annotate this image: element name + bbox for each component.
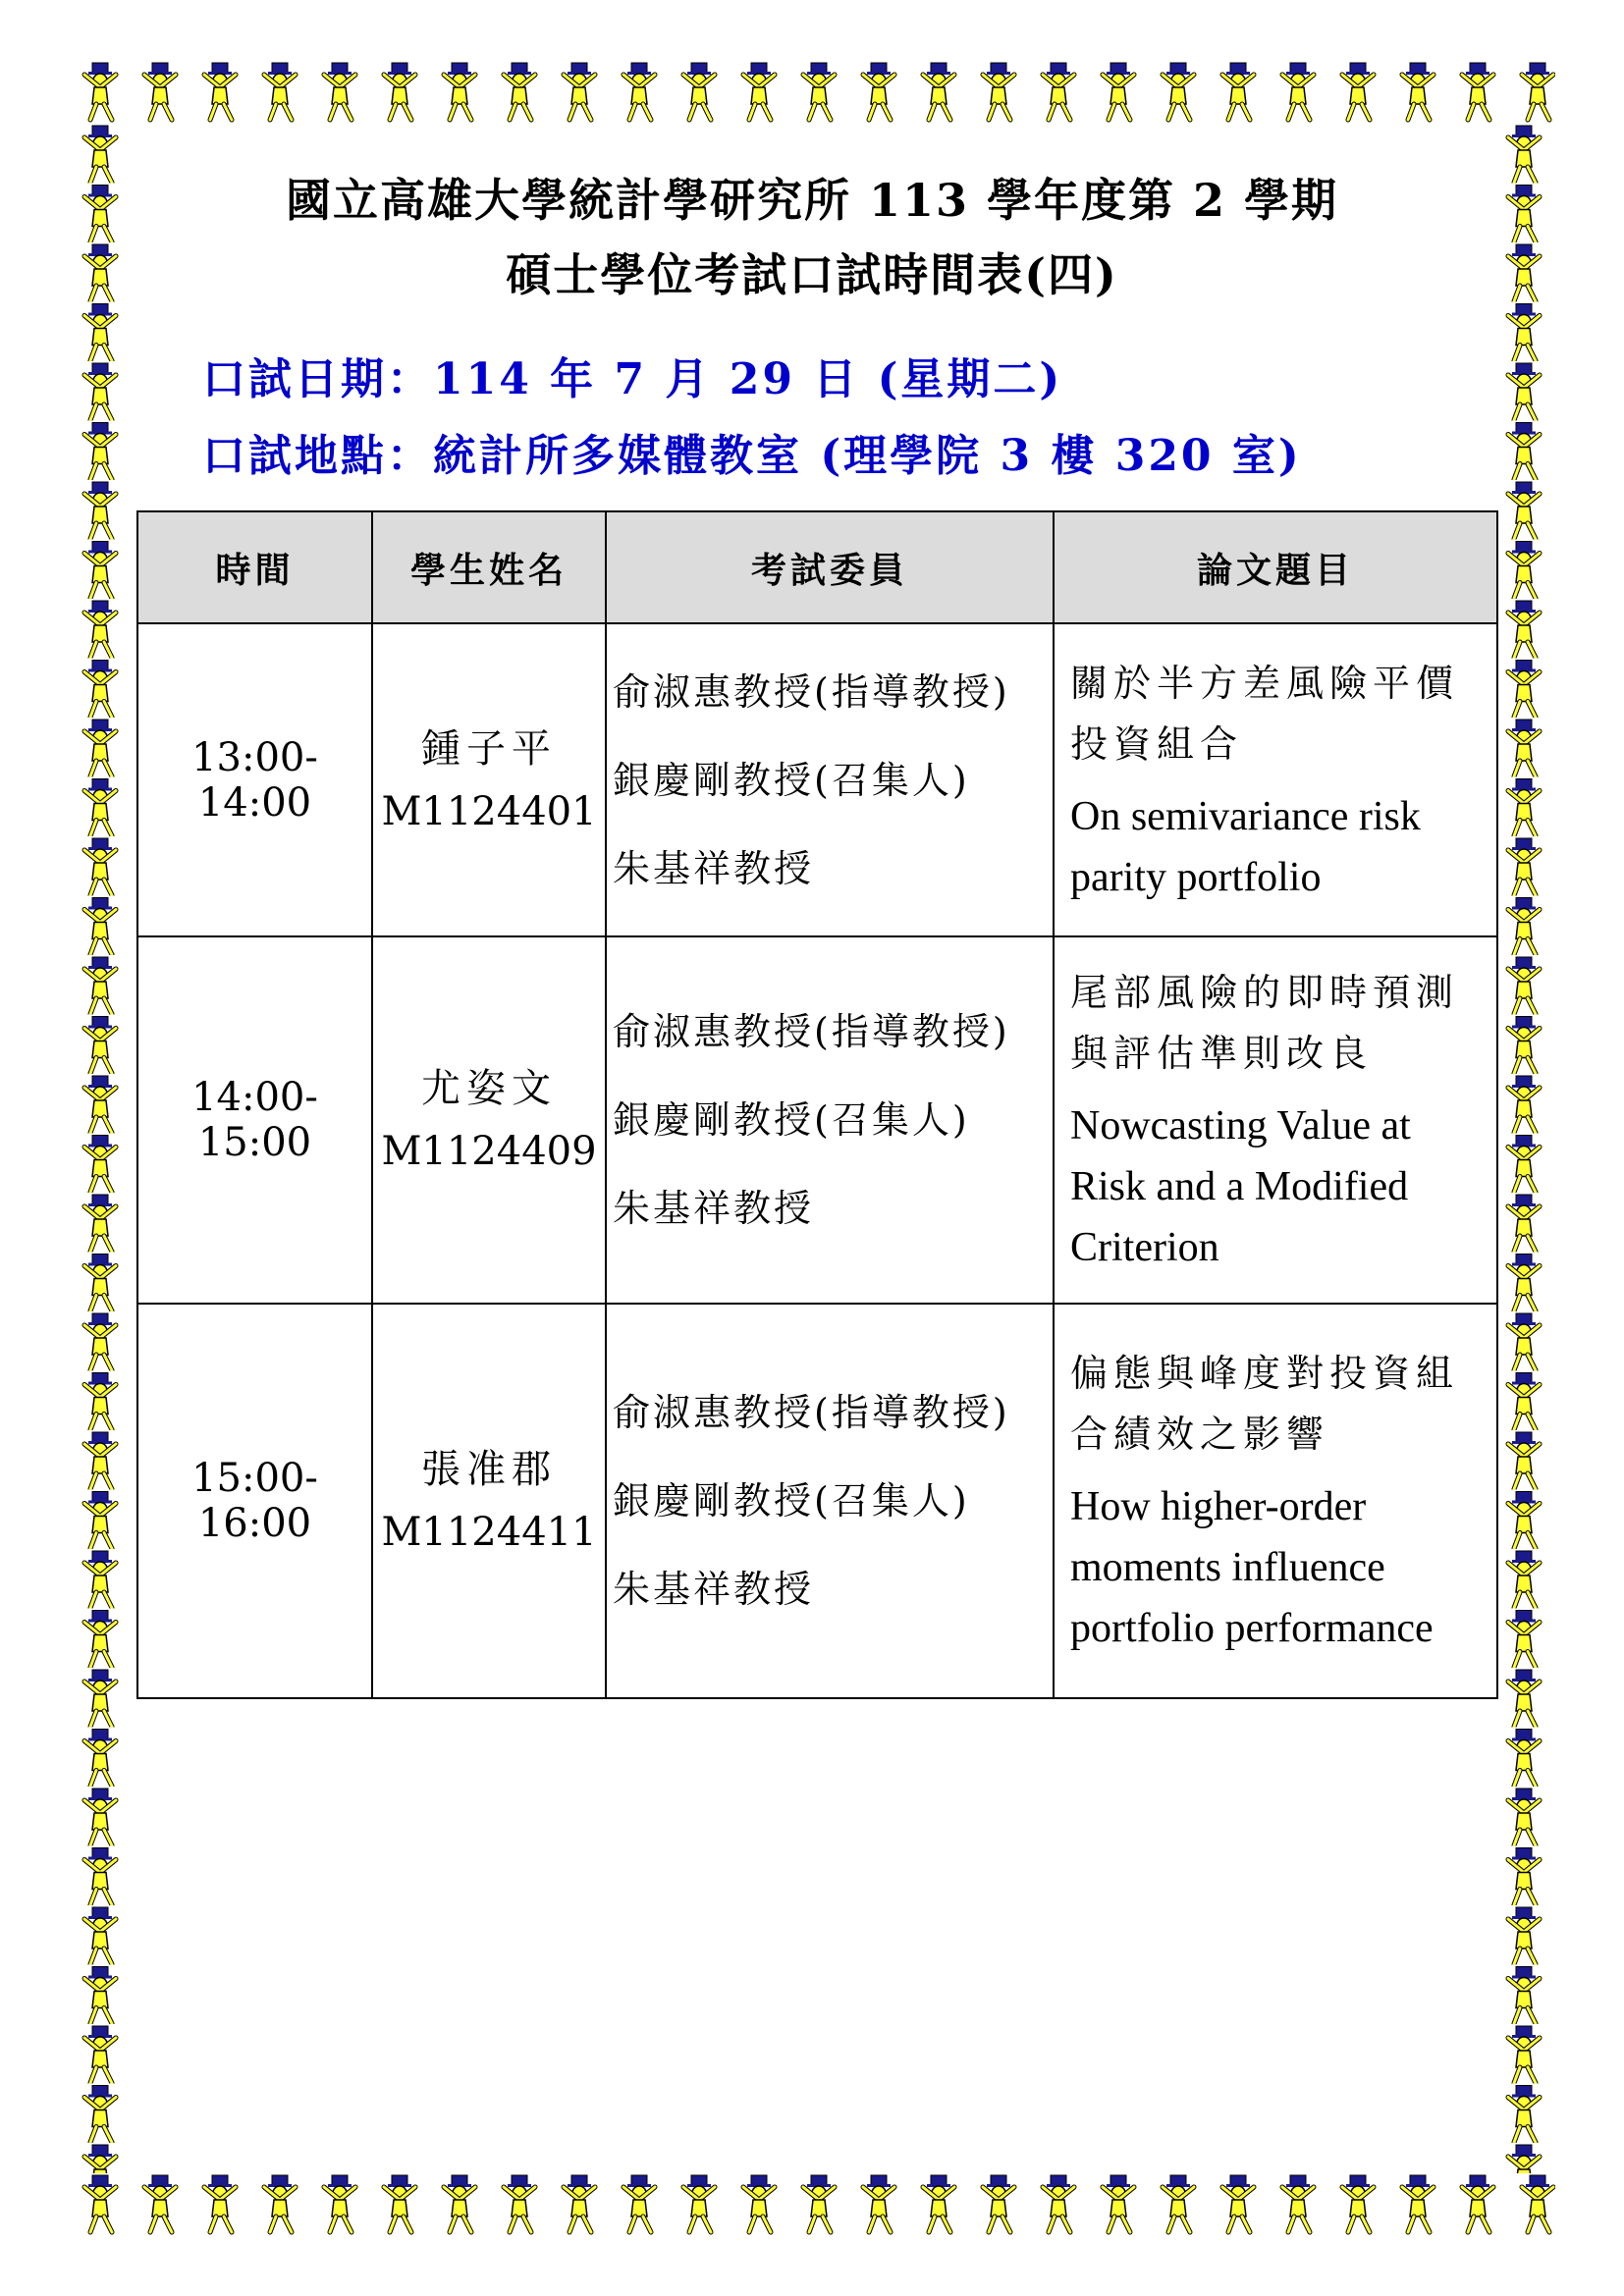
table-row (137, 1304, 1497, 1698)
table-row (137, 936, 1497, 1304)
thesis-title-zh: 尾部風險的即時預測與評估準則改良 (1070, 971, 1460, 1075)
header-time: 時間 (137, 511, 372, 623)
exam-schedule-table (136, 510, 1498, 1699)
thesis-title-zh: 偏態與峰度對投資組合績效之影響 (1070, 1352, 1460, 1456)
exam-date: 口試日期：114 年 7 月 29 日 (星期二) (202, 354, 1063, 404)
student-name: 尤姿文 (421, 1066, 557, 1111)
document-subtitle: 碩士學位考試口試時間表(四) (506, 248, 1118, 301)
thesis-cell (1054, 936, 1497, 1304)
student-id: M1124409 (381, 1129, 597, 1174)
committee-member: 朱基祥教授 (613, 846, 815, 890)
committee-member: 朱基祥教授 (613, 1187, 815, 1230)
committee-member: 俞淑惠教授(指導教授) (613, 1010, 1010, 1053)
cheering-figure-icon (1492, 124, 1555, 2173)
exam-location: 口試地點：統計所多媒體教室 (理學院 3 樓 320 室) (202, 431, 1302, 481)
student-id: M1124401 (381, 788, 597, 834)
student-name: 鍾子平 (421, 725, 557, 772)
decorative-border-right (1492, 124, 1555, 2173)
thesis-title-en: On semivariance risk parity portfolio (1070, 793, 1421, 900)
committee-member: 銀慶剛教授(召集人) (613, 758, 970, 802)
committee-cell (606, 1304, 1054, 1698)
time-cell: 13:00-14:00 (137, 623, 372, 936)
table-row (137, 623, 1497, 936)
committee-member: 俞淑惠教授(指導教授) (613, 669, 1010, 714)
decorative-border-left (69, 124, 132, 2173)
committee-member: 銀慶剛教授(召集人) (613, 1098, 970, 1142)
student-name: 張准郡 (421, 1447, 557, 1492)
committee-cell (606, 623, 1054, 936)
cheering-figure-icon (69, 124, 132, 2173)
cheering-figure-icon (69, 61, 1555, 124)
thesis-title-zh: 關於半方差風險平價投資組合 (1070, 661, 1460, 766)
committee-member: 俞淑惠教授(指導教授) (613, 1391, 1010, 1434)
header-student: 學生姓名 (372, 511, 606, 623)
header-committee: 考試委員 (606, 511, 1054, 623)
thesis-title-en: How higher-order moments influence portfolio performance (1070, 1484, 1434, 1651)
committee-cell (606, 936, 1054, 1304)
thesis-cell (1054, 623, 1497, 936)
student-cell (372, 1304, 606, 1698)
thesis-title-en: Nowcasting Value at Risk and a Modified Criterion (1070, 1103, 1411, 1270)
cheering-figure-icon (69, 2173, 1555, 2236)
student-id: M1124411 (381, 1510, 597, 1555)
student-cell (372, 623, 606, 936)
document-title: 國立高雄大學統計學研究所 113 學年度第 2 學期 (285, 174, 1339, 227)
table-header-row (137, 511, 1497, 623)
committee-member: 朱基祥教授 (613, 1568, 815, 1611)
time-cell: 15:00-16:00 (137, 1304, 372, 1698)
decorative-border-bottom (69, 2173, 1555, 2236)
student-cell (372, 936, 606, 1304)
thesis-cell (1054, 1304, 1497, 1698)
decorative-border-top (69, 61, 1555, 124)
time-cell: 14:00-15:00 (137, 936, 372, 1304)
header-thesis: 論文題目 (1054, 511, 1497, 623)
committee-member: 銀慶剛教授(召集人) (613, 1479, 970, 1522)
